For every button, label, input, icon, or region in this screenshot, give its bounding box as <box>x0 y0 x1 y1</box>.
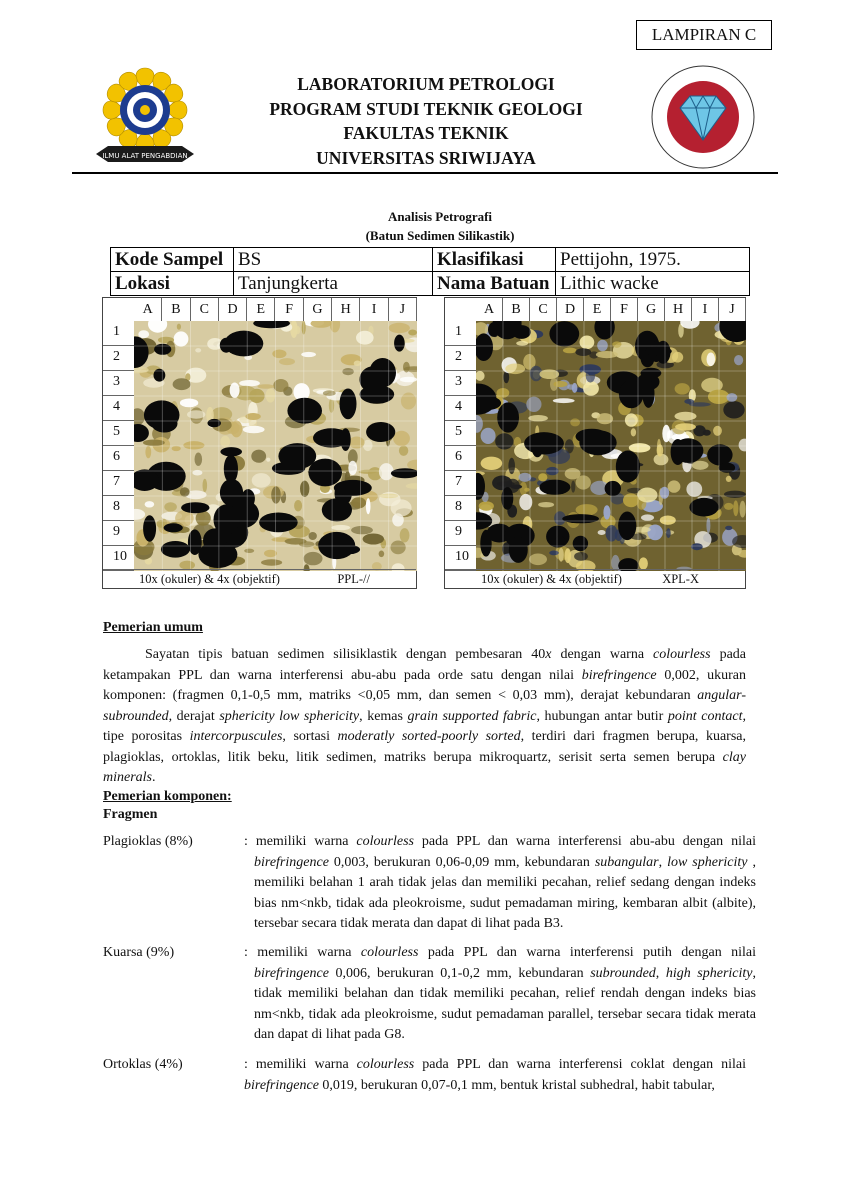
table-row <box>111 272 750 296</box>
klasifikasi-label: Klasifikasi <box>433 248 556 272</box>
grid-row-label: 5 <box>445 421 476 446</box>
lokasi-label: Lokasi <box>111 272 234 296</box>
grid-row-label: 7 <box>103 471 134 496</box>
grid-row-label: 9 <box>103 521 134 546</box>
grid-row-label: 3 <box>103 371 134 396</box>
header-line-university: UNIVERSITAS SRIWIJAYA <box>316 147 536 168</box>
grid-row-label: 1 <box>445 321 476 346</box>
grid-col-label: D <box>219 298 247 321</box>
analysis-subtitle: (Batun Sedimen Silikastik) <box>365 228 515 243</box>
grid-row-label: 1 <box>103 321 134 346</box>
header-divider <box>72 172 778 174</box>
mineral-kuarsa-description: : memiliki warna colourless pada PPL dan warna interferensi putih dengan nilai birefringence 0,006, berukuran 0,1-0,2 mm, kebundaran subrounded, high sphericity, tidak memiliki belahan dan tidak memiliki pecahan, relief rendah dengan indeks bias nm<nkb, tidak ada pleokroisme, sudut pemadaman parallel, tersebar secara tidak merata dan dapat di lihat pada G8. <box>244 945 757 1042</box>
grid-col-label: A <box>476 298 503 321</box>
grid-col-label: B <box>503 298 530 321</box>
mineral-plagioklas-description: : memiliki warna colourless pada PPL dan warna interferensi abu-abu dengan nilai birefringence 0,003, berukuran 0,06-0,09 mm, kebundaran subangular, low sphericity , memiliki belahan 1 arah tidak jelas dan memiliki pecahan, relief sedang dengan indeks bias nm<nkb, tidak ada pleokroisme, sudut pemadaman miring, kembaran albit (albite), tersebar secara tidak merata dan dapat di lihat pada B3. <box>244 834 756 931</box>
grid-row-label: 10 <box>445 546 476 571</box>
grid-row-label: 2 <box>445 346 476 371</box>
appendix-label: LAMPIRAN C <box>636 20 772 50</box>
grid-col-label: F <box>611 298 638 321</box>
header-line-program: PROGRAM STUDI TEKNIK GEOLOGI <box>269 98 583 119</box>
grid-row-label: 2 <box>103 346 134 371</box>
grid-row-label: 10 <box>103 546 134 571</box>
grid-col-label: G <box>304 298 332 321</box>
grid-col-label: F <box>276 298 304 321</box>
grid-row-label: 6 <box>103 446 134 471</box>
grid-row-label: 4 <box>103 396 134 421</box>
section-heading-umum: Pemerian umum <box>103 620 203 635</box>
grid-col-label: I <box>360 298 388 321</box>
grid-col-label: B <box>162 298 190 321</box>
klasifikasi-value: Pettijohn, 1975. <box>556 248 750 272</box>
nama-batuan-value: Lithic wacke <box>556 272 750 296</box>
grid-row-label: 7 <box>445 471 476 496</box>
ppl-caption <box>103 569 416 588</box>
grid-row-label: 4 <box>445 396 476 421</box>
grid-col-label: G <box>638 298 665 321</box>
general-description: Sayatan tipis batuan sedimen silisiklastik dengan pembesaran 40x dengan warna colourless pada ketampakan PPL dan warna interferensi abu-abu pada orde satu dengan nilai birefringence 0,002, ukuran komponen: (fragmen 0,1-0,5 mm, matriks <0,05 mm, dan semen < 0,03 mm), derajat kebundaran angular-subrounded, derajat sphericity low sphericity, kemas grain supported fabric, hubungan antar butir point contact, tipe porositas intercorpuscules, sortasi moderatly sorted-poorly sorted, terdiri dari fragmen berupa, kuarsa, plagioklas, ortoklas, litik beku, litik sedimen, matriks berupa mikroquartz, serisit serta semen berupa clay minerals. <box>103 647 746 785</box>
ppl-magnification: 10x (okuler) & 4x (objektif) <box>139 572 280 586</box>
grid-row-label: 5 <box>103 421 134 446</box>
svg-text:ILMU ALAT PENGABDIAN: ILMU ALAT PENGABDIAN <box>102 152 188 160</box>
institution-header <box>220 72 632 170</box>
analysis-title <box>300 207 580 245</box>
grid-col-label: H <box>665 298 692 321</box>
mineral-kuarsa-label: Kuarsa (9%) <box>103 945 175 960</box>
grid-row-label: 6 <box>445 446 476 471</box>
xpl-caption <box>445 569 745 588</box>
table-row <box>111 248 750 272</box>
header-line-lab: LABORATORIUM PETROLOGI <box>297 74 555 94</box>
university-logo <box>88 66 202 168</box>
ppl-micrograph <box>134 321 417 571</box>
grid-col-label: E <box>584 298 611 321</box>
ppl-mode: PPL-// <box>337 572 370 586</box>
sample-info-table <box>110 247 750 296</box>
mineral-ortoklas-label: Ortoklas (4%) <box>103 1057 183 1072</box>
xpl-photo-panel <box>444 297 746 589</box>
grid-row-label: 8 <box>103 496 134 521</box>
grid-col-label: C <box>530 298 557 321</box>
ppl-photo-panel <box>102 297 417 589</box>
grid-col-label: H <box>332 298 360 321</box>
section-heading-komponen: Pemerian komponen: <box>103 789 232 804</box>
xpl-micrograph <box>476 321 746 571</box>
header-line-faculty: FAKULTAS TEKNIK <box>343 123 509 143</box>
grid-col-label: E <box>247 298 275 321</box>
grid-col-label: D <box>557 298 584 321</box>
kode-value: BS <box>234 248 433 272</box>
grid-row-label: 3 <box>445 371 476 396</box>
grid-row-label: 8 <box>445 496 476 521</box>
grid-row-label: 9 <box>445 521 476 546</box>
grid-col-label: J <box>389 298 417 321</box>
mineral-plagioklas-label: Plagioklas (8%) <box>103 834 193 849</box>
mineral-ortoklas-description: : memiliki warna colourless pada PPL dan warna interferensi coklat dengan nilai birefringence 0,019, berukuran 0,07-0,1 mm, bentuk kristal subhedral, habit tabular, <box>244 1057 746 1093</box>
subheading-fragmen: Fragmen <box>103 807 158 822</box>
analysis-title-text: Analisis Petrografi <box>387 209 493 224</box>
grid-col-label: I <box>692 298 719 321</box>
lokasi-value: Tanjungkerta <box>234 272 433 296</box>
laboratory-logo <box>650 64 756 170</box>
grid-col-label: J <box>719 298 746 321</box>
grid-col-label: C <box>191 298 219 321</box>
kode-label: Kode Sampel <box>111 248 234 272</box>
xpl-mode: XPL-X <box>662 572 699 586</box>
nama-batuan-label: Nama Batuan <box>433 272 556 296</box>
grid-col-label: A <box>134 298 162 321</box>
xpl-magnification: 10x (okuler) & 4x (objektif) <box>481 572 622 586</box>
